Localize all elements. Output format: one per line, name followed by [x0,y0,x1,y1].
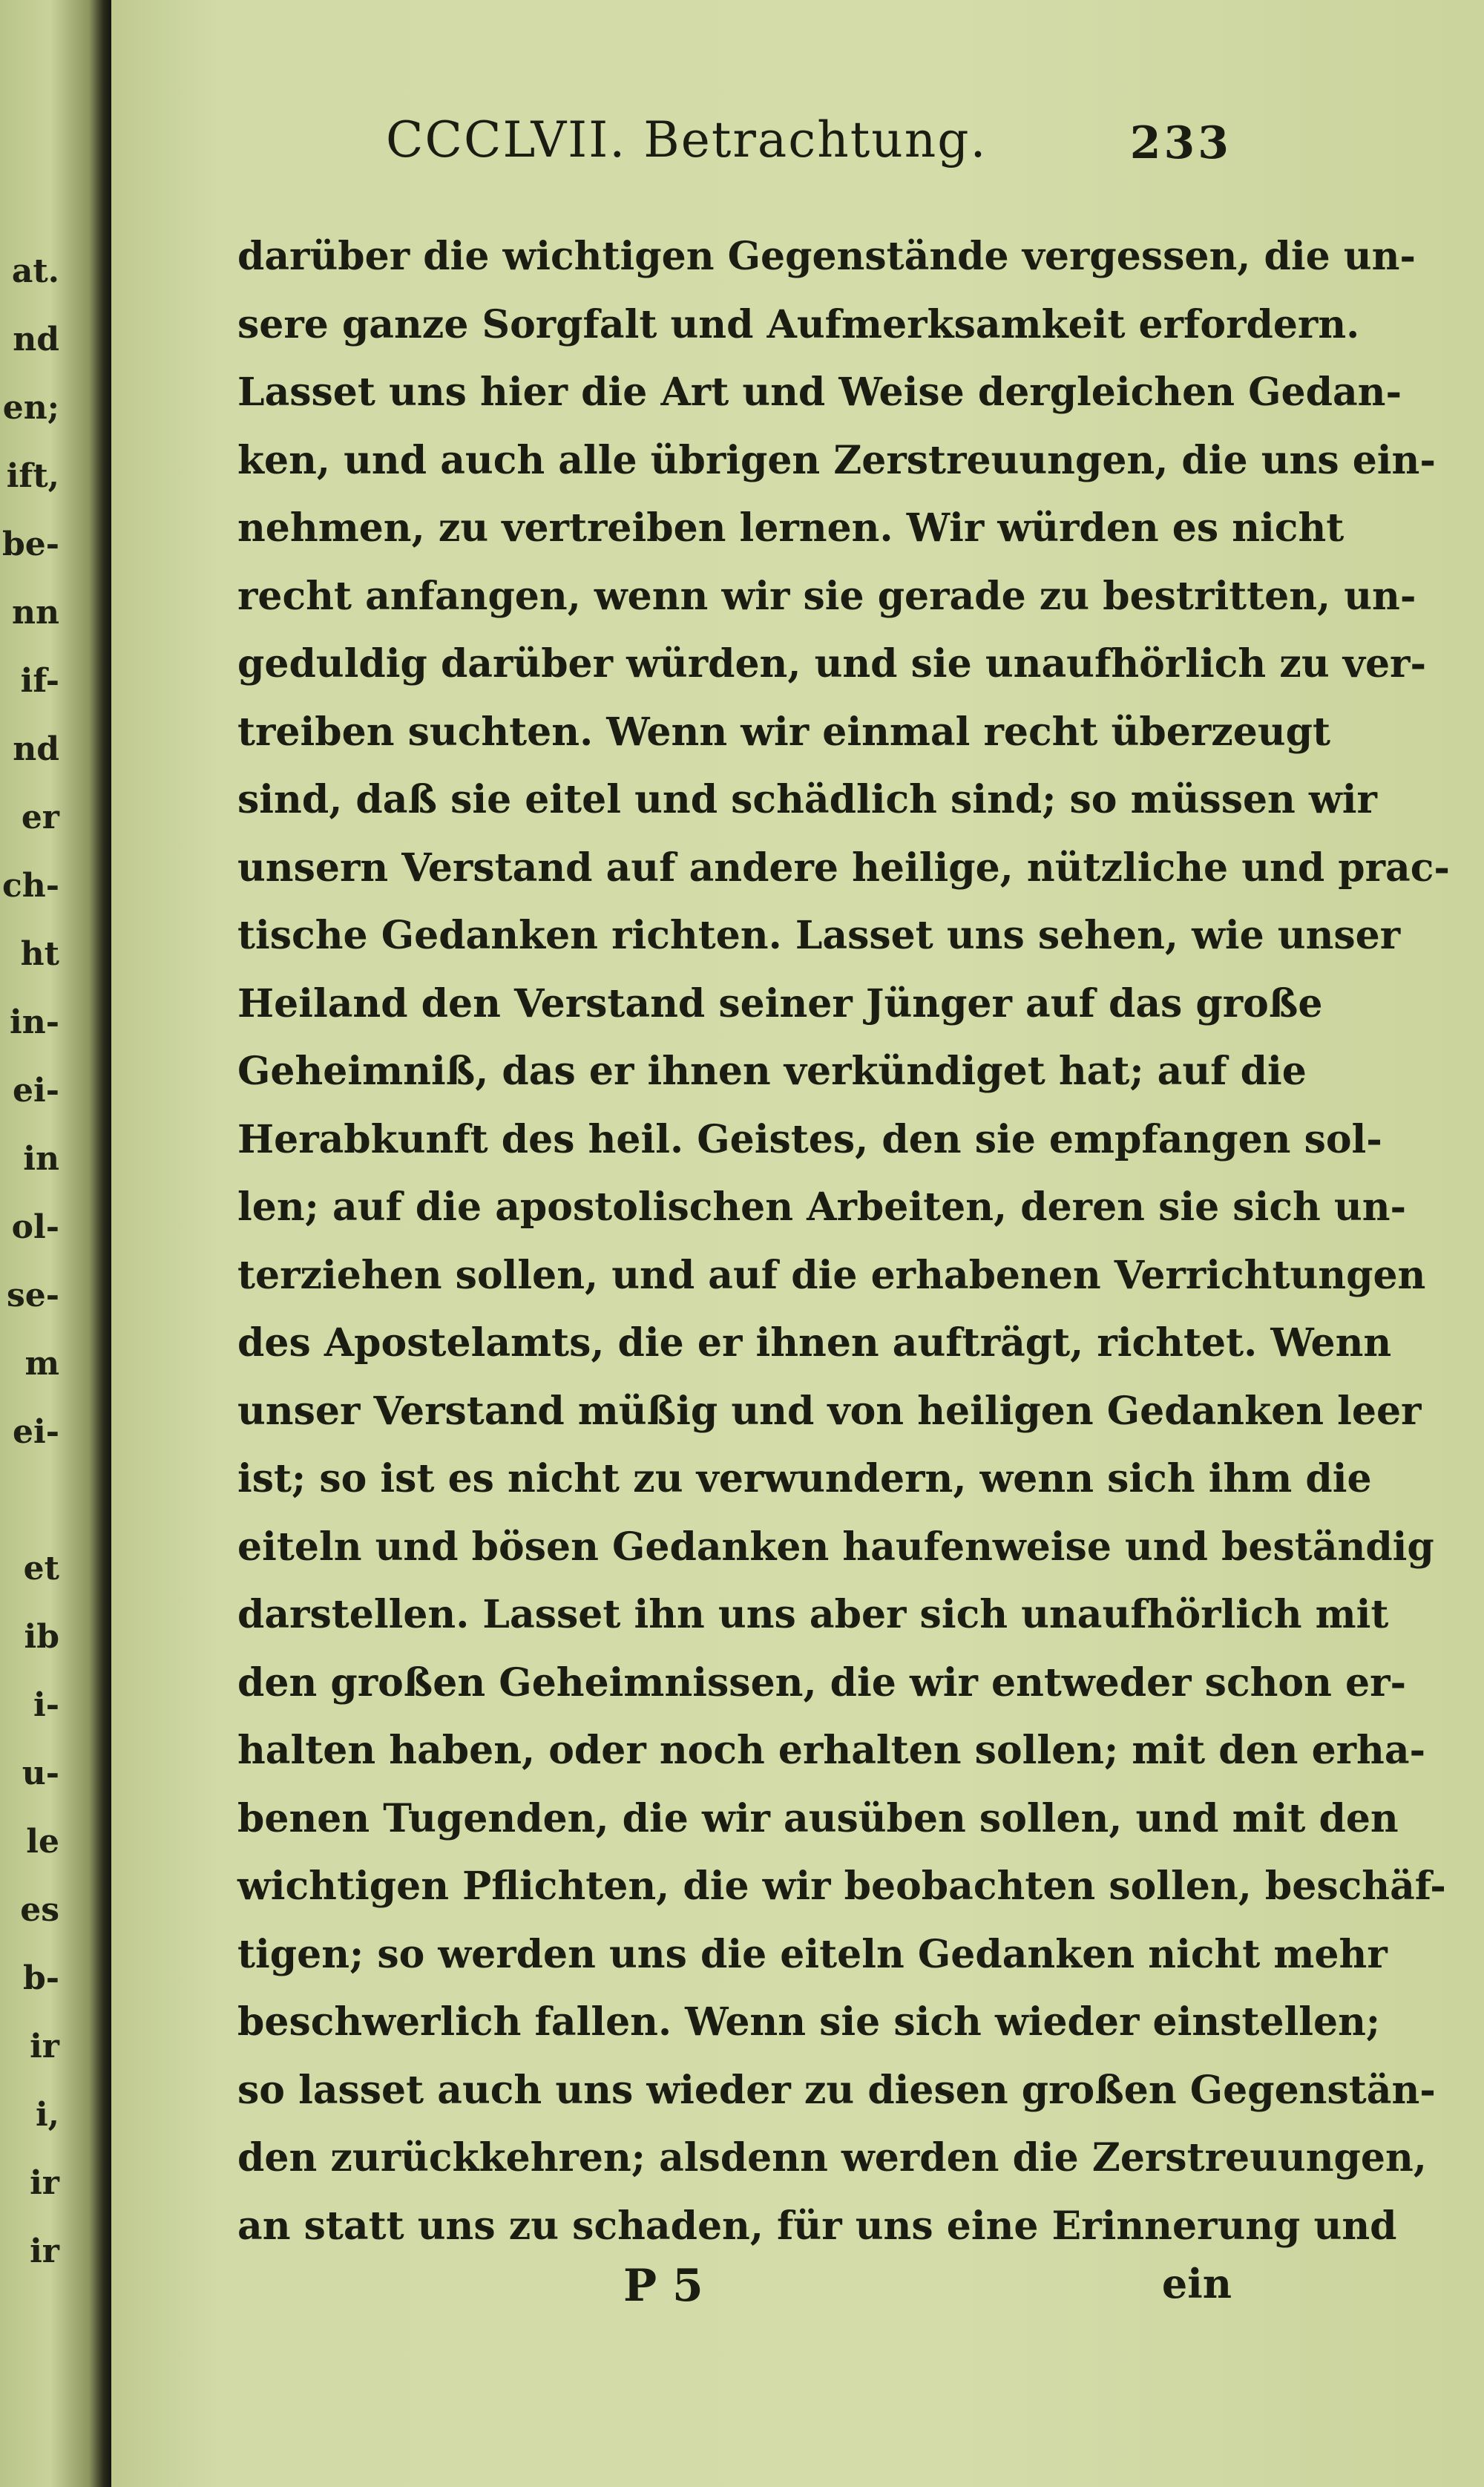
margin-fragment: in [23,1140,59,1178]
margin-fragment: en; [2,389,59,427]
text-line: wichtigen Pflichten, die wir beobachten sollen, beschäf- [237,1864,1446,1909]
margin-fragment: at. [11,252,59,290]
text-line: geduldig darüber würden, und sie unaufhörlich zu ver- [237,641,1427,687]
text-line: tische Gedanken richten. Lasset uns sehen, wie unser [237,913,1401,958]
page-number: 233 [1129,117,1232,169]
text-line: sere ganze Sorgfalt und Aufmerksamkeit erfordern. [237,301,1360,347]
margin-fragment: be- [1,525,59,563]
margin-fragment: m [24,1345,59,1383]
text-line: Geheimniß, das er ihnen verkündiget hat; auf die [237,1049,1307,1094]
text-line: treiben suchten. Wenn wir einmal recht überzeugt [237,709,1330,755]
margin-fragment: ift, [6,457,59,495]
text-line: unsern Verstand auf andere heilige, nützliche und prac- [237,845,1450,891]
margin-fragment: es [20,1891,59,1929]
margin-fragment: nd [13,730,59,768]
text-line: sind, daß sie eitel und schädlich sind; so müssen wir [237,777,1377,822]
margin-fragment: in- [10,1003,59,1041]
margin-fragment: ir [30,2164,59,2202]
margin-fragment: ei- [13,1413,59,1451]
text-line: ken, und auch alle übrigen Zerstreuungen, die uns ein- [237,437,1436,483]
text-line: ist; so ist es nicht zu verwundern, wenn sich ihm die [237,1456,1372,1501]
margin-fragment: et [23,1550,59,1587]
margin-fragment: ei- [13,1072,59,1110]
text-line: unser Verstand müßig und von heiligen Gedanken leer [237,1388,1422,1434]
catchword: ein [1161,2260,1232,2307]
margin-fragment: u- [22,1754,59,1792]
margin-fragment: ch- [1,867,59,905]
margin-fragment: i- [33,1686,59,1724]
margin-fragment: ir [30,2232,59,2270]
margin-fragment: i, [35,2096,59,2134]
body-text [237,223,1450,2260]
page-footer [237,2260,1261,2334]
text-line: Herabkunft des heil. Geistes, den sie empfangen sol- [237,1116,1382,1162]
page-header [275,111,1232,193]
text-line: den großen Geheimnissen, die wir entweder schon er- [237,1659,1407,1705]
margin-fragment: ir [30,2028,59,2065]
text-line: so lasset auch uns wieder zu diesen großen Gegenstän- [237,2067,1436,2113]
text-line: Lasset uns hier die Art und Weise dergleichen Gedan- [237,370,1402,415]
text-line: den zurückkehren; alsdenn werden die Zerstreuungen, [237,2135,1427,2180]
margin-fragment: ht [20,935,59,973]
text-line: len; auf die apostolischen Arbeiten, deren sie sich un- [237,1184,1407,1230]
book-spine-gutter [0,0,111,2487]
text-line: terziehen sollen, und auf die erhabenen Verrichtungen [237,1252,1426,1298]
margin-fragment: nd [13,321,59,358]
text-line: darstellen. Lasset ihn uns aber sich unaufhörlich mit [237,1592,1389,1637]
margin-fragment: er [21,799,59,836]
text-line: benen Tugenden, die wir ausüben sollen, und mit den [237,1795,1399,1841]
text-line: nehmen, zu vertreiben lernen. Wir würden es nicht [237,505,1345,551]
margin-fragment: le [26,1823,59,1861]
margin-fragment: ib [24,1618,59,1656]
text-line: eiteln und bösen Gedanken haufenweise und beständig [237,1524,1434,1570]
text-line: halten haben, oder noch erhalten sollen; mit den erha- [237,1728,1426,1773]
running-head: CCCLVII. Betrachtung. [386,111,988,168]
margin-fragment: b- [22,1959,59,1997]
text-line: recht anfangen, wenn wir sie gerade zu bestritten, un- [237,573,1416,619]
margin-fragment: se- [6,1277,59,1314]
margin-fragment: ol- [11,1208,59,1246]
text-line: an statt uns zu schaden, für uns eine Erinnerung und [237,2203,1397,2249]
margin-fragment: if- [20,662,59,700]
text-line: darüber die wichtigen Gegenstände vergessen, die un- [237,234,1416,279]
signature-mark: P 5 [623,2260,703,2312]
text-line: tigen; so werden uns die eiteln Gedanken nicht mehr [237,1931,1388,1977]
previous-page-margin [0,237,59,2286]
text-line: des Apostelamts, die er ihnen aufträgt, richtet. Wenn [237,1320,1392,1366]
text-line: Heiland den Verstand seiner Jünger auf das große [237,980,1323,1026]
margin-fragment: nn [12,594,59,632]
text-line: beschwerlich fallen. Wenn sie sich wieder einstellen; [237,1999,1381,2045]
margin-fragment [0,1467,59,1535]
